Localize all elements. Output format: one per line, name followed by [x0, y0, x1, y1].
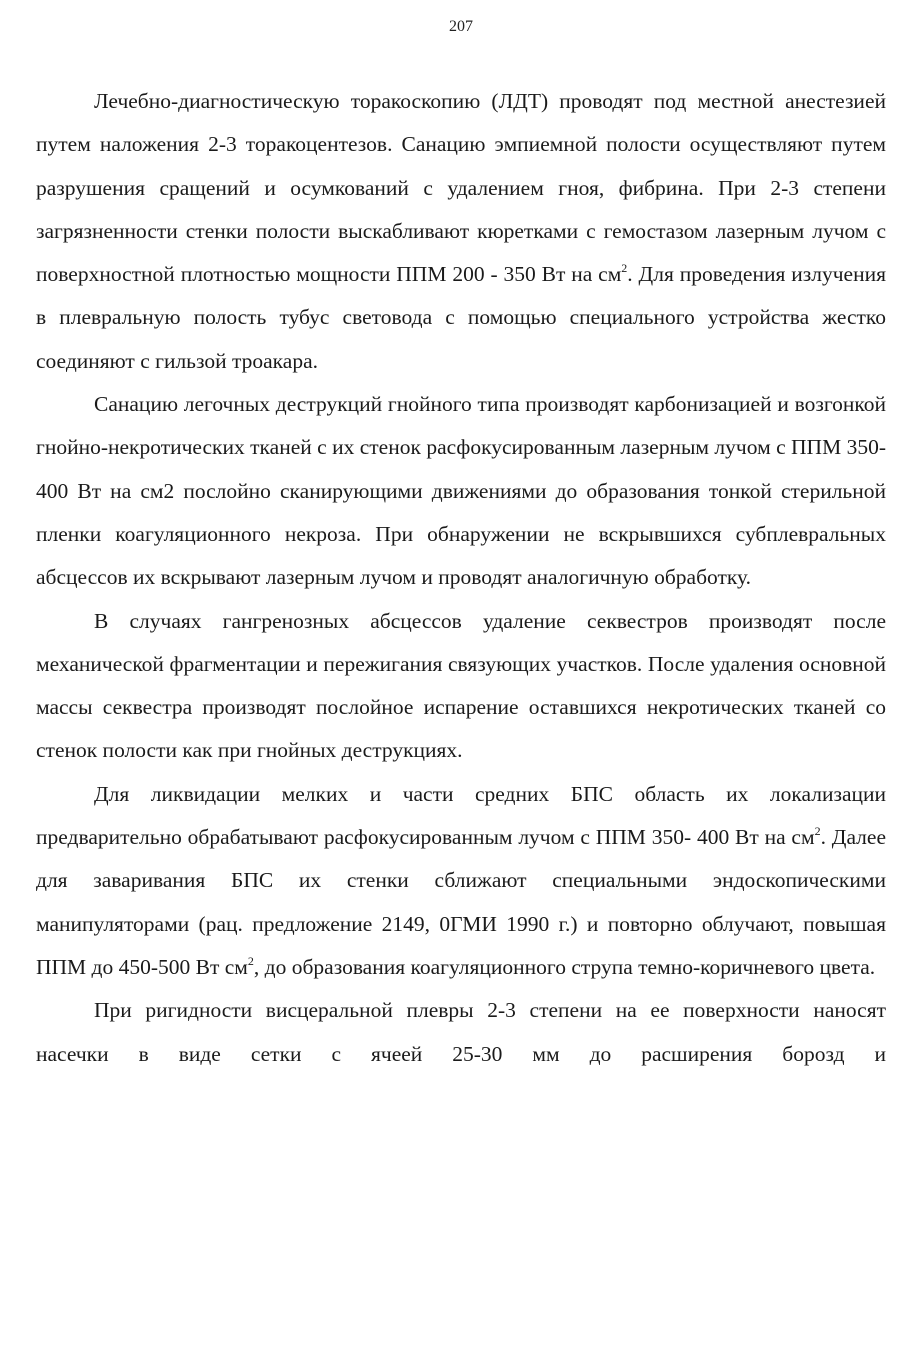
paragraph-pleura-rigidity — [36, 989, 886, 1076]
superscript: 2 — [247, 953, 254, 968]
paragraph-text: , до образования коагуляционного струпа темно-коричневого цвета. — [253, 954, 876, 979]
paragraph-text: . Для проведения излучения в плевральную полость тубус световода с помощью специального устройства жестко соединяют с гильзой троакара. — [36, 262, 886, 373]
paragraph-text: Для ликвидации мелких и части средних БПС область их локализации предварительно обрабатывают расфокусированным лучом с ППМ 350- 400 Вт на см — [36, 781, 886, 850]
document-body — [36, 80, 886, 1076]
paragraph-destruction-sanitation — [36, 383, 886, 599]
page-number: 207 — [449, 18, 473, 35]
superscript: 2 — [814, 824, 821, 839]
paragraph-text: В случаях гангренозных абсцессов удаление секвестров производят после механической фрагментации и пережигания связующих участков. После удаления основной массы секвестра производят послойное испарение оставшихся некротических тканей со стенок полости как при гнойных деструкциях. — [36, 608, 886, 763]
paragraph-gangrenous-abscess — [36, 600, 886, 773]
paragraph-bps-liquidation — [36, 773, 886, 989]
paragraph-text: При ригидности висцеральной плевры 2-3 степени на ее поверхности наносят насечки в виде сетки с ячеей 25-30 мм до расширения борозд и — [36, 998, 886, 1066]
paragraph-text: Лечебно-диагностическую торакоскопию (ЛДТ) проводят под местной анестезией путем наложения 2-3 торакоцентезов. Санацию эмпиемной полости осуществляют путем разрушения сращений и осумкований с удалением гноя, фибрина. При 2-3 степени загрязненности стенки полости выскабливают кюретками с гемостазом лазерным лучом с поверхностной плотностью мощности ППМ 200 - 350 Вт на см — [36, 89, 886, 287]
paragraph-text: . Далее для заваривания БПС их стенки сближают специальными эндоскопическими манипуляторами (рац. предложение 2149, 0ГМИ 1990 г.) и повторно облучают, повышая ППМ до 450-500 Вт см — [36, 825, 886, 979]
paragraph-text: Санацию легочных деструкций гнойного типа производят карбонизацией и возгонкой гнойно-некротических тканей с их стенок расфокусированным лазерным лучом с ППМ 350-400 Вт на см2 послойно сканирующими движениями до образования тонкой стерильной пленки коагуляционного некроза. При обнаружении не вскрывшихся субплевральных абсцессов их вскрывают лазерным лучом и проводят аналогичную обработку. — [36, 392, 886, 590]
superscript: 2 — [621, 261, 628, 276]
paragraph-thoracoscopy — [36, 80, 886, 383]
